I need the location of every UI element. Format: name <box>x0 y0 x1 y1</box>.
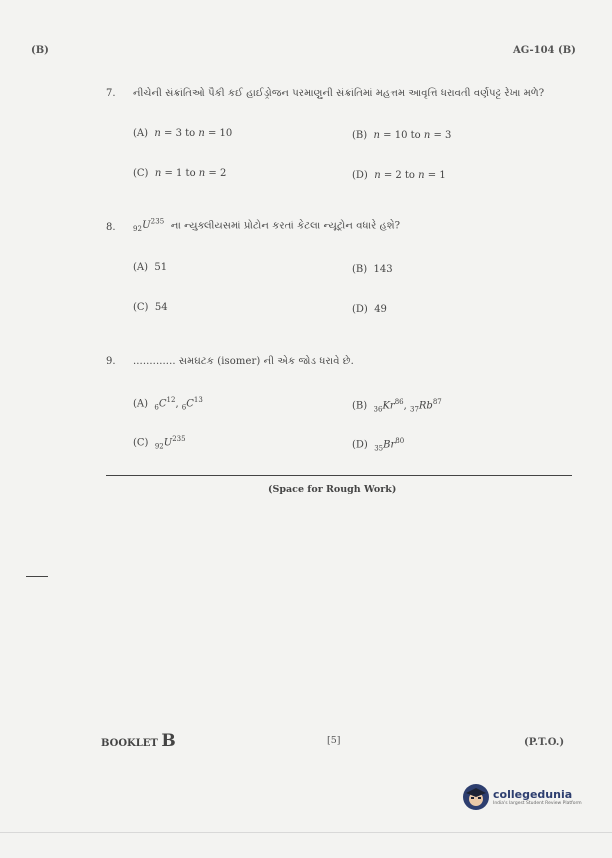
margin-mark <box>26 576 48 577</box>
page-number: [5] <box>327 735 341 746</box>
q8-option-d: (D) 49 <box>352 304 387 315</box>
booklet-label: BOOKLET B <box>101 731 176 751</box>
pto-label: (P.T.O.) <box>524 737 565 748</box>
collegedunia-watermark <box>463 784 582 810</box>
q7-option-c: (C) n = 1 to n = 2 <box>133 168 227 179</box>
q8-option-a: (A) 51 <box>133 262 168 273</box>
q7-option-a: (A) n = 3 to n = 10 <box>133 128 233 139</box>
booklet-letter: B <box>161 731 176 751</box>
watermark-tagline: India's largest Student Review Platform <box>493 801 582 806</box>
question-8-text: $_{92}U^{235}$ ના ન્યુક્લીયસમાં પ્રોટોન કરતાં કેટલા ન્યૂટ્રોન વધારે હશે? <box>133 218 401 234</box>
question-9-number: 9. <box>106 356 116 367</box>
q9-option-d: (D) $_{35}Br^{80}$ <box>352 437 405 453</box>
scan-edge-line <box>0 832 612 833</box>
question-7-number: 7. <box>106 88 116 99</box>
graduate-cap-icon <box>463 784 489 810</box>
header-right: AG-104 (B) <box>513 45 576 56</box>
q9-option-c: (C) $_{92}U^{235}$ <box>133 435 186 451</box>
q9-option-a: (A) $_6C^{12}$, $_6C^{13}$ <box>133 396 203 412</box>
section-divider <box>106 475 572 476</box>
question-9-text: ............. સમઘટક (isomer) ની એક જોડ ધરાવે છે. <box>133 356 354 367</box>
question-8-number: 8. <box>106 222 116 233</box>
question-7-text: નીચેની સંક્રાંતિઓ પૈકી કઈ હાઈડ્રોજન પરમાણુની સંક્રાંતિમાં મહત્તમ આવૃત્તિ ધરાવતી વર્ણપટ્ટ રેખા મળે? <box>133 88 545 99</box>
q7-option-b: (B) n = 10 to n = 3 <box>352 130 452 141</box>
q7-option-d: (D) n = 2 to n = 1 <box>352 170 446 181</box>
q9-option-b: (B) $_{36}Kr^{86}$, $_{37}Rb^{87}$ <box>352 398 442 414</box>
q8-option-c: (C) 54 <box>133 302 168 313</box>
q8-nuclide: $_{92}U^{235}$ <box>133 218 165 234</box>
rough-work-label: (Space for Rough Work) <box>268 484 397 495</box>
header-left: (B) <box>31 45 49 56</box>
watermark-name: collegedunia <box>493 788 573 801</box>
q8-option-b: (B) 143 <box>352 264 393 275</box>
